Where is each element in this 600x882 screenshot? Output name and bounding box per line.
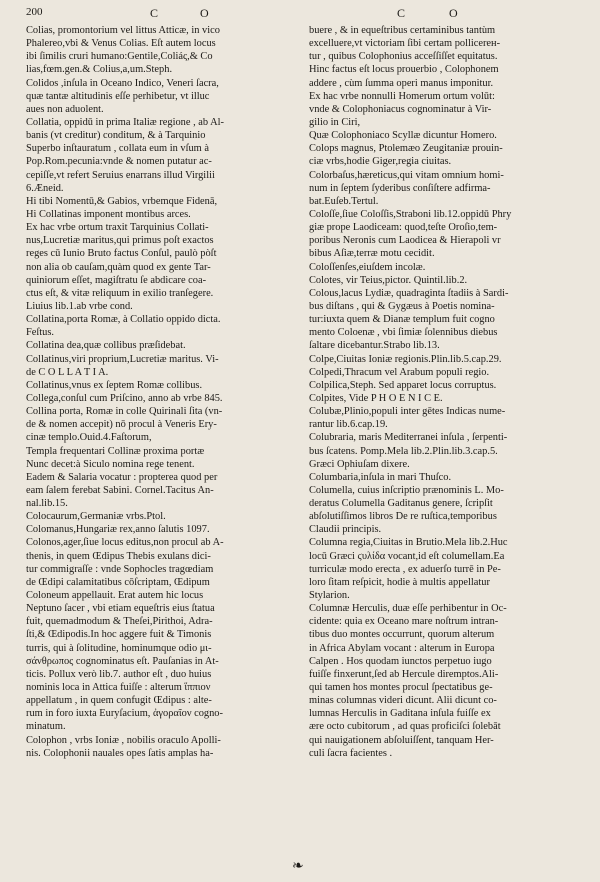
text-line: cepiſſe,vt refert Seruius enarrans illud Virgilii [26, 169, 215, 181]
text-line: poribus Neronis cum Laodicea & Hierapoli vr [309, 235, 501, 247]
text-line: fuiſſe finxerunt,ſed ab Hercule diremptos.Ali- [309, 668, 499, 680]
text-line: tur commigraſſe : vnde Sophocles tragœdiam [26, 563, 214, 575]
text-line: lias,fœm.gen.& Colius,a,um.Steph. [26, 64, 173, 76]
page-number: 200 [26, 6, 43, 18]
text-line: Colubæ,Plinio,populi inter gētes Indicas nume- [309, 406, 506, 418]
text-line: ctus eſt, & vitæ reliquum in exilio tranſegere. [26, 287, 214, 299]
text-line: tur:iuxta quem & Dianæ templum fuit cogno [309, 314, 495, 326]
text-line: qui nauigationem abſoluiſſent, tanquam Her- [309, 734, 494, 746]
text-line: culi ſacra facientes . [309, 747, 393, 759]
text-line: Colonos,ager,ſiue locus editus,non procul ab A- [26, 537, 224, 549]
text-line: Phalereo,vbi & Venus Colias. Eſt autem locus [26, 38, 216, 50]
text-line: lumnas Herculis in Gaditana inſula fuiſſe ex [309, 708, 491, 720]
text-line: in Africa Abylam vocant : alterum in Europa [309, 642, 495, 654]
running-header [0, 6, 600, 24]
text-line: ticis. Pollux verò lib.7. author eſt , duo huius [26, 668, 212, 680]
text-line: σάνθρωπος cognominatus eſt. Pauſanias in At- [26, 655, 219, 667]
text-line: aues non aduolent. [26, 103, 104, 115]
text-line: de C O L L A T I A. [26, 366, 109, 378]
text-line: Colorbaſus,hæreticus,qui vitam omnium homi- [309, 169, 504, 181]
text-line: Hi tibi Nomentū,& Gabios, vrbemque Fidenā, [26, 195, 218, 207]
text-line: Colops magnus, Ptolemæo Zeugitaniæ prouin- [309, 143, 503, 155]
text-line: Ex hac vrbe nonnulli Homerum ortum volūt: [309, 90, 495, 102]
text-line: Liuius lib.1.ab vrbe cond. [26, 300, 133, 312]
text-line: Ex hac vrbe ortum traxit Tarquinius Collati- [26, 222, 209, 234]
text-line: Colotes, vir Teius,pictor. Quintil.lib.2. [309, 274, 468, 286]
text-line: quæ tantæ altitudinis eſſe perhibetur, vt illuc [26, 90, 210, 102]
text-line: giæ prope Laodiceam: quod,teſte Oroſio,tem- [309, 222, 498, 234]
text-line: eam ſalem ferebat Sabini. Cornel.Tacitus An- [26, 484, 214, 496]
text-line: Columbaria,inſula in mari Thuſco. [309, 471, 452, 483]
text-line: Stylarion. [309, 590, 350, 602]
text-line: thenis, in quem Œdipus Thebis exulans dici- [26, 550, 211, 562]
text-line: ſaltare dicebantur.Strabo lib.13. [309, 340, 440, 352]
text-line: mento Coloenæ , vbi ſimiæ ſolennibus diebus [309, 327, 498, 339]
text-line: Columnæ Herculis, duæ eſſe perhibentur in Oc- [309, 603, 507, 615]
text-line: reges cū Iunio Bruto factus Conſul, paulò pòſt [26, 248, 217, 260]
text-line: rum in foro iuxta Euryſacium, ἀγοραῖον cogno- [26, 708, 223, 720]
text-line: minatum. [26, 721, 66, 733]
text-line: nal.lib.15. [26, 498, 68, 510]
text-line: Eadem & Salaria vocatur : propterea quod per [26, 471, 218, 483]
ornament-glyph: ❧ [292, 859, 304, 874]
text-line: fuit, quemadmodum & Theſei,Pirithoi, Adra- [26, 616, 213, 628]
text-line: excelluere,vt victoriam ſibi certam pollicerен- [309, 38, 501, 50]
text-line: nominis loca in Attica fuiſſe : alterum ἵππιον [26, 682, 211, 694]
text-line: Colocaurum,Germaniæ vrbs.Ptol. [26, 511, 166, 523]
text-line: Hinc factus eſt locus prouerbio , Colophonem [309, 64, 499, 76]
text-line: Neptuno ſacer , vbi etiam equeſtris eius ſtatua [26, 603, 215, 615]
text-line: Templa frequentari Collinæ proxima portæ [26, 445, 205, 457]
text-line: Colpites, Vide P H O E N I C E. [309, 392, 443, 404]
text-line: Colubraria, maris Mediterranei inſula , ſerpenti- [309, 432, 508, 444]
text-line: Coloneum appellauit. Erat autem hic locus [26, 590, 204, 602]
text-line: Coloſſe,ſiue Coloſſis,Straboni lib.12.oppidū Phry [309, 208, 512, 220]
text-line: nis. Colophonii nauales opes ſatis amplas ha- [26, 747, 214, 759]
header-letter: O [200, 6, 210, 20]
text-line: Hi Collatinas imponent montibus arces. [26, 208, 191, 220]
text-line: loro ſitam reſpicit, hodie à multis appellatur [309, 576, 490, 588]
text-line: Græci Ophiuſam dixere. [309, 458, 410, 470]
text-line: nus,Lucretiæ maritus,qui primus poſt exactos [26, 235, 214, 247]
text-line: bus diſtans , qui & Gygæus à Poetis nomina- [309, 300, 495, 312]
text-line: turriculæ modo erecta , ex aduerſo turrē in Pe- [309, 563, 501, 575]
text-line: ære octo cubitorum , ad quas proficiſci ſolebāt [309, 721, 501, 733]
text-line: Quæ Colophoniaco Scyllæ dicuntur Homero. [309, 130, 497, 142]
text-line: de Œdipi calamitatibus cōſcriptam, Œdipum [26, 576, 210, 588]
text-line: banis (vt creditur) conditum, & à Tarquinio [26, 130, 206, 142]
left-text-column [26, 24, 298, 760]
text-line: turris, qui à ſolitudine, hominumque odio μι- [26, 642, 212, 654]
text-line: bibus Aſiæ,terræ motu cecidit. [309, 248, 435, 260]
right-text-column [309, 24, 581, 760]
text-line: Collega,conſul cum Priſcino, anno ab vrbe 845. [26, 392, 223, 404]
text-line: tibus duo montes occurrunt, quorum alterum [309, 629, 495, 641]
text-line: Nunc decet:à Siculo nomina rege tenent. [26, 458, 195, 470]
text-line: rantur lib.6.cap.19. [309, 419, 388, 431]
text-line: Pop.Rom.pecunia:vnde & nomen putatur ac- [26, 156, 212, 168]
text-line: Calpen . Hos quodam iunctos perpetuo iugo [309, 655, 492, 667]
text-line: cinæ templo.Ouid.4.Faſtorum, [26, 432, 152, 444]
text-line: appellatum , in quem confugit Œdipus : alte- [26, 695, 212, 707]
text-line: Colous,lacus Lydiæ, quadraginta ſtadiis à Sardi- [309, 287, 509, 299]
text-line: Columella, cuius inſcriptio prænominis L. Mo- [309, 484, 504, 496]
text-line: num in ſeptem ſyderibus conſiſtere adfirma- [309, 182, 491, 194]
text-line: ibi ſimilis cruri humano:Gentile,Coliáς,& Co [26, 51, 213, 63]
text-line: non alia ob cauſam,quàm quod ex gente Tar- [26, 261, 211, 273]
text-line: Colpilica,Steph. Sed apparet locus corruptus. [309, 379, 497, 391]
text-line: Coloſſenſes,eiuſdem incolæ. [309, 261, 426, 273]
text-line: Collatina,porta Romæ, à Collatio oppido dicta. [26, 314, 221, 326]
text-line: Superbo inſtauratum , collata eum in vſum à [26, 143, 209, 155]
text-line: cidente: quia ex Oceano mare noſtrum intran- [309, 616, 499, 628]
text-line: Colpedi,Thracum vel Arabum populi regio. [309, 366, 490, 378]
text-line: Collatina dea,quæ collibus præſidebat. [26, 340, 186, 352]
header-letter: C [150, 6, 160, 20]
text-line: Colophon , vrbs Ioniæ , nobilis oraculo Apolli- [26, 734, 221, 746]
text-line: Collatinus,vnus ex ſeptem Romæ collibus. [26, 379, 203, 391]
text-line: bus ſcatens. Pomp.Mela lib.2.Plin.lib.3.cap.5. [309, 445, 498, 457]
text-line: Collina porta, Romæ in colle Quirinali ſita (vn- [26, 406, 223, 418]
text-line: abſolutiſſimos libros De re ruſtica,temporibus [309, 511, 497, 523]
text-line: buere , & in equeſtribus certaminibus tantùm [309, 25, 496, 36]
text-line: Colias, promontorium vel littus Atticæ, in vico [26, 25, 220, 36]
text-line: 6.Æneid. [26, 182, 64, 194]
text-line: Colidos ,inſula in Oceano Indico, Veneri ſacra, [26, 77, 219, 89]
text-line: minas columnas videri dicunt. Alii dicunt co- [309, 695, 497, 707]
text-line: Columna regia,Ciuitas in Brutio.Mela lib.2.Huc [309, 537, 508, 549]
text-line: gilio in Ciri, [309, 116, 361, 128]
header-letter: O [449, 6, 459, 20]
text-line: Collatinus,viri proprium,Lucretiæ maritus. Vi- [26, 353, 219, 365]
text-line: Collatia, oppidū in prima Italiæ regione , ab Al- [26, 116, 224, 128]
text-line: vnde & Colophoniacus cognominatur à Vir- [309, 103, 492, 115]
text-line: qui tamen hos montes procul ſpectatibus ge- [309, 682, 493, 694]
text-line: Feſtus. [26, 327, 55, 339]
text-line: Colpe,Ciuitas Ioniæ regionis.Plin.lib.5.cap.29. [309, 353, 502, 365]
text-line: Claudii principis. [309, 524, 382, 536]
text-line: tur , quibus Colophonius acceſſiſſet equitatus. [309, 51, 498, 63]
text-line: de & nomen accepit) nō procul à Veneris Ery- [26, 419, 217, 431]
header-letter: C [397, 6, 407, 20]
text-line: locū Græci ϛυλίδα vocant,id eſt columellam.Ea [309, 550, 505, 562]
text-line: ciæ vrbs,hodie Giger,regia ciuitas. [309, 156, 452, 168]
text-line: Colomanus,Hungariæ rex,anno ſalutis 1097. [26, 524, 210, 536]
text-line: quiniorum eſſet, magiſtratu ſe abdicare coa- [26, 274, 207, 286]
text-line: bat.Euſeb.Tertul. [309, 195, 379, 207]
text-line: deratus Columella Gaditanus genere, ſcripſit [309, 498, 493, 510]
text-line: addere , cùm ſumma operi manus imponitur. [309, 77, 494, 89]
text-line: ſti,& Œdipodis.In hoc aggere fuit & Timonis [26, 629, 212, 641]
